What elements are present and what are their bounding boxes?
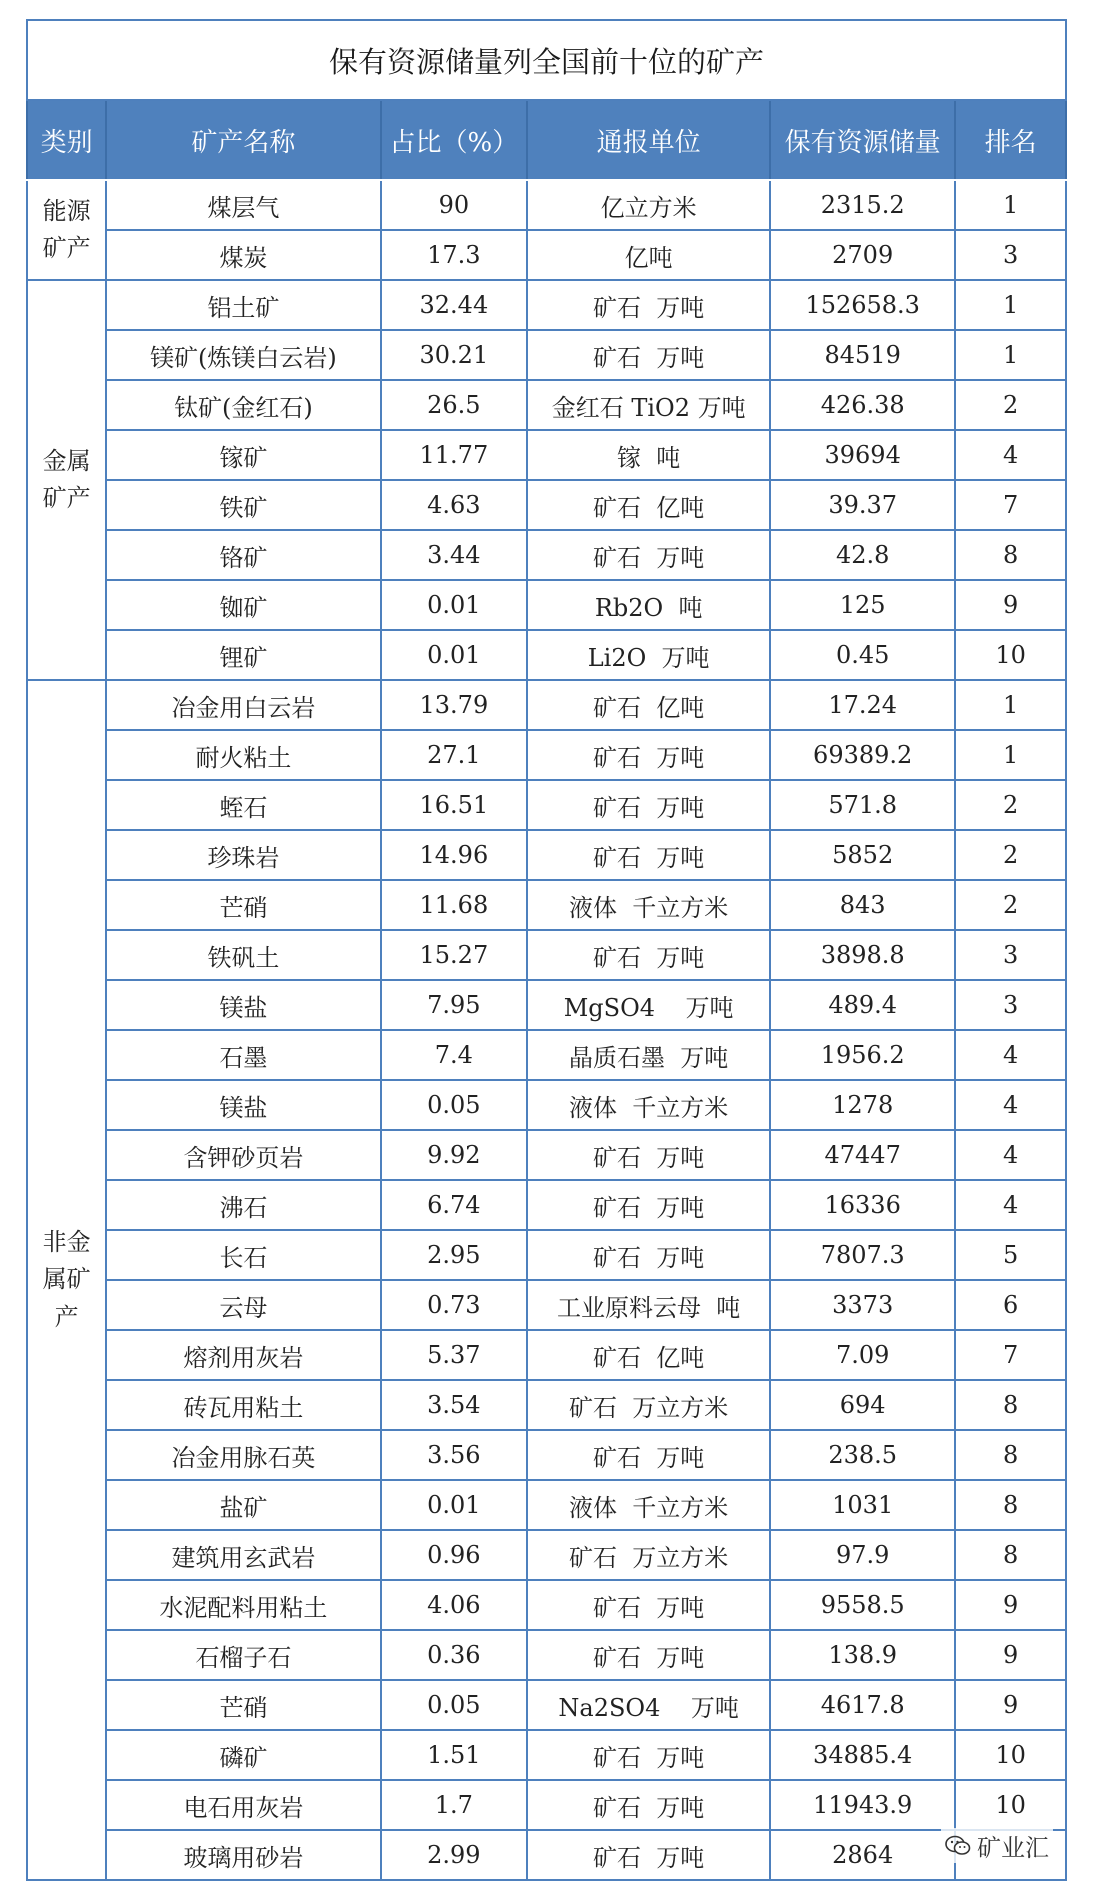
mineral-name-cell: 镁矿(炼镁白云岩) (106, 330, 380, 380)
unit-cell: 矿石 万吨 (527, 1130, 770, 1180)
reserves-cell: 16336 (770, 1180, 955, 1230)
reserves-cell: 2864 (770, 1830, 955, 1880)
mineral-name-cell: 云母 (106, 1280, 380, 1330)
reserves-cell: 1031 (770, 1480, 955, 1530)
rank-cell: 8 (955, 1430, 1066, 1480)
table-row (27, 630, 1066, 680)
header-share: 占比（%） (381, 100, 528, 180)
unit-cell: 液体 千立方米 (527, 1480, 770, 1530)
reserves-cell: 9558.5 (770, 1580, 955, 1630)
mineral-name-cell: 石榴子石 (106, 1630, 380, 1680)
header-category: 类别 (27, 100, 106, 180)
reserves-cell: 571.8 (770, 780, 955, 830)
wechat-icon (945, 1835, 971, 1857)
share-cell: 17.3 (381, 230, 528, 280)
mineral-name-cell: 冶金用脉石英 (106, 1430, 380, 1480)
rank-cell: 10 (955, 630, 1066, 680)
table-row (27, 1630, 1066, 1680)
unit-cell: 矿石 万吨 (527, 1730, 770, 1780)
rank-cell: 2 (955, 880, 1066, 930)
table-row (27, 1530, 1066, 1580)
mineral-name-cell: 铁矾土 (106, 930, 380, 980)
share-cell: 2.99 (381, 1830, 528, 1880)
mineral-name-cell: 含钾砂页岩 (106, 1130, 380, 1180)
table-row (27, 1680, 1066, 1730)
table-row (27, 530, 1066, 580)
title-row (27, 20, 1066, 100)
table-row (27, 1430, 1066, 1480)
mineral-name-cell: 铝土矿 (106, 280, 380, 330)
table-row (27, 1230, 1066, 1280)
rank-cell: 1 (955, 180, 1066, 230)
table-row (27, 880, 1066, 930)
rank-cell: 4 (955, 1130, 1066, 1180)
share-cell: 5.37 (381, 1330, 528, 1380)
unit-cell: Rb2O 吨 (527, 580, 770, 630)
unit-cell: 矿石 万吨 (527, 730, 770, 780)
unit-cell: 矿石 万吨 (527, 1630, 770, 1680)
rank-cell: 1 (955, 280, 1066, 330)
table-row (27, 380, 1066, 430)
reserves-cell: 2315.2 (770, 180, 955, 230)
reserves-cell: 3373 (770, 1280, 955, 1330)
table-row (27, 930, 1066, 980)
share-cell: 0.01 (381, 580, 528, 630)
reserves-cell: 843 (770, 880, 955, 930)
share-cell: 11.68 (381, 880, 528, 930)
share-cell: 0.01 (381, 1480, 528, 1530)
mineral-name-cell: 钛矿(金红石) (106, 380, 380, 430)
unit-cell: 镓 吨 (527, 430, 770, 480)
unit-cell: 矿石 万吨 (527, 830, 770, 880)
unit-cell: 液体 千立方米 (527, 880, 770, 930)
rank-cell: 9 (955, 1680, 1066, 1730)
mineral-name-cell: 盐矿 (106, 1480, 380, 1530)
unit-cell: Na2SO4 万吨 (527, 1680, 770, 1730)
table-row (27, 680, 1066, 730)
rank-cell: 6 (955, 1280, 1066, 1330)
rank-cell: 5 (955, 1230, 1066, 1280)
rank-cell: 3 (955, 980, 1066, 1030)
reserves-cell: 426.38 (770, 380, 955, 430)
table-row (27, 1580, 1066, 1630)
rank-cell: 4 (955, 1180, 1066, 1230)
table-row (27, 180, 1066, 230)
unit-cell: 矿石 万吨 (527, 1830, 770, 1880)
share-cell: 4.63 (381, 480, 528, 530)
mineral-name-cell: 磷矿 (106, 1730, 380, 1780)
unit-cell: Li2O 万吨 (527, 630, 770, 680)
share-cell: 27.1 (381, 730, 528, 780)
share-cell: 7.4 (381, 1030, 528, 1080)
mineral-name-cell: 镓矿 (106, 430, 380, 480)
table-row (27, 1130, 1066, 1180)
reserves-cell: 7.09 (770, 1330, 955, 1380)
table-row (27, 1830, 1066, 1880)
rank-cell: 9 (955, 1580, 1066, 1630)
unit-cell: 矿石 万立方米 (527, 1530, 770, 1580)
header-mineral-name: 矿产名称 (106, 100, 380, 180)
table-row (27, 280, 1066, 330)
share-cell: 90 (381, 180, 528, 230)
unit-cell: 矿石 亿吨 (527, 1330, 770, 1380)
watermark (941, 1828, 1053, 1863)
share-cell: 0.36 (381, 1630, 528, 1680)
table-row (27, 480, 1066, 530)
table-row (27, 1030, 1066, 1080)
rank-cell: 9 (955, 1630, 1066, 1680)
header-rank: 排名 (955, 100, 1066, 180)
unit-cell: 亿吨 (527, 230, 770, 280)
rank-cell: 3 (955, 930, 1066, 980)
mineral-name-cell: 锂矿 (106, 630, 380, 680)
reserves-cell: 694 (770, 1380, 955, 1430)
mineral-name-cell: 煤层气 (106, 180, 380, 230)
share-cell: 0.73 (381, 1280, 528, 1330)
mineral-name-cell: 冶金用白云岩 (106, 680, 380, 730)
category-cell: 金属 矿产 (27, 280, 106, 680)
share-cell: 13.79 (381, 680, 528, 730)
rank-cell: 10 (955, 1780, 1066, 1830)
mineral-name-cell: 砖瓦用粘土 (106, 1380, 380, 1430)
mineral-name-cell: 耐火粘土 (106, 730, 380, 780)
unit-cell: 矿石 万吨 (527, 1180, 770, 1230)
table-row (27, 1480, 1066, 1530)
table-row (27, 780, 1066, 830)
share-cell: 0.05 (381, 1680, 528, 1730)
table-row (27, 330, 1066, 380)
rank-cell: 1 (955, 680, 1066, 730)
mineral-name-cell: 镁盐 (106, 1080, 380, 1130)
reserves-cell: 0.45 (770, 630, 955, 680)
reserves-cell: 2709 (770, 230, 955, 280)
unit-cell: 矿石 万吨 (527, 280, 770, 330)
unit-cell: 矿石 万吨 (527, 1230, 770, 1280)
mineral-name-cell: 珍珠岩 (106, 830, 380, 880)
minerals-table (26, 19, 1067, 1881)
reserves-cell: 42.8 (770, 530, 955, 580)
reserves-cell: 152658.3 (770, 280, 955, 330)
reserves-cell: 39.37 (770, 480, 955, 530)
table-row (27, 830, 1066, 880)
mineral-name-cell: 煤炭 (106, 230, 380, 280)
rank-cell: 3 (955, 230, 1066, 280)
share-cell: 3.56 (381, 1430, 528, 1480)
table-title: 保有资源储量列全国前十位的矿产 (27, 20, 1066, 100)
unit-cell: 矿石 万吨 (527, 780, 770, 830)
unit-cell: MgSO4 万吨 (527, 980, 770, 1030)
mineral-name-cell: 沸石 (106, 1180, 380, 1230)
header-row (27, 100, 1066, 180)
unit-cell: 矿石 万吨 (527, 530, 770, 580)
unit-cell: 矿石 万吨 (527, 330, 770, 380)
reserves-cell: 1278 (770, 1080, 955, 1130)
unit-cell: 亿立方米 (527, 180, 770, 230)
table-row (27, 230, 1066, 280)
reserves-cell: 4617.8 (770, 1680, 955, 1730)
share-cell: 30.21 (381, 330, 528, 380)
rank-cell: 7 (955, 480, 1066, 530)
mineral-name-cell: 建筑用玄武岩 (106, 1530, 380, 1580)
reserves-cell: 138.9 (770, 1630, 955, 1680)
header-unit: 通报单位 (527, 100, 770, 180)
rank-cell: 2 (955, 830, 1066, 880)
mineral-name-cell: 石墨 (106, 1030, 380, 1080)
reserves-cell: 5852 (770, 830, 955, 880)
reserves-cell: 97.9 (770, 1530, 955, 1580)
unit-cell: 液体 千立方米 (527, 1080, 770, 1130)
table-body (27, 180, 1066, 1880)
table-row (27, 1180, 1066, 1230)
mineral-name-cell: 镁盐 (106, 980, 380, 1030)
mineral-name-cell: 熔剂用灰岩 (106, 1330, 380, 1380)
reserves-cell: 489.4 (770, 980, 955, 1030)
mineral-name-cell: 芒硝 (106, 880, 380, 930)
reserves-cell: 69389.2 (770, 730, 955, 780)
mineral-name-cell: 铁矿 (106, 480, 380, 530)
category-cell: 非金 属矿 产 (27, 680, 106, 1880)
reserves-cell: 7807.3 (770, 1230, 955, 1280)
mineral-name-cell: 长石 (106, 1230, 380, 1280)
table-container (26, 19, 1067, 1881)
reserves-cell: 238.5 (770, 1430, 955, 1480)
rank-cell: 8 (955, 1480, 1066, 1530)
share-cell: 1.7 (381, 1780, 528, 1830)
table-row (27, 1780, 1066, 1830)
reserves-cell: 11943.9 (770, 1780, 955, 1830)
reserves-cell: 39694 (770, 430, 955, 480)
table-row (27, 1380, 1066, 1430)
reserves-cell: 47447 (770, 1130, 955, 1180)
unit-cell: 晶质石墨 万吨 (527, 1030, 770, 1080)
unit-cell: 工业原料云母 吨 (527, 1280, 770, 1330)
rank-cell: 2 (955, 780, 1066, 830)
reserves-cell: 84519 (770, 330, 955, 380)
reserves-cell: 125 (770, 580, 955, 630)
reserves-cell: 17.24 (770, 680, 955, 730)
rank-cell: 4 (955, 1080, 1066, 1130)
mineral-name-cell: 蛭石 (106, 780, 380, 830)
share-cell: 32.44 (381, 280, 528, 330)
reserves-cell: 34885.4 (770, 1730, 955, 1780)
share-cell: 26.5 (381, 380, 528, 430)
share-cell: 1.51 (381, 1730, 528, 1780)
mineral-name-cell: 铷矿 (106, 580, 380, 630)
unit-cell: 矿石 亿吨 (527, 680, 770, 730)
watermark-text: 矿业汇 (977, 1834, 1049, 1862)
share-cell: 4.06 (381, 1580, 528, 1630)
share-cell: 0.05 (381, 1080, 528, 1130)
rank-cell: 8 (955, 530, 1066, 580)
rank-cell: 2 (955, 380, 1066, 430)
unit-cell: 矿石 万吨 (527, 1580, 770, 1630)
mineral-name-cell: 电石用灰岩 (106, 1780, 380, 1830)
table-row (27, 1080, 1066, 1130)
unit-cell: 金红石 TiO2 万吨 (527, 380, 770, 430)
share-cell: 3.44 (381, 530, 528, 580)
table-row (27, 430, 1066, 480)
share-cell: 11.77 (381, 430, 528, 480)
rank-cell: 7 (955, 1330, 1066, 1380)
table-row (27, 1730, 1066, 1780)
mineral-name-cell: 水泥配料用粘土 (106, 1580, 380, 1630)
unit-cell: 矿石 亿吨 (527, 480, 770, 530)
share-cell: 2.95 (381, 1230, 528, 1280)
rank-cell: 1 (955, 330, 1066, 380)
share-cell: 14.96 (381, 830, 528, 880)
rank-cell: 8 (955, 1380, 1066, 1430)
category-cell: 能源 矿产 (27, 180, 106, 280)
share-cell: 0.01 (381, 630, 528, 680)
rank-cell: 4 (955, 430, 1066, 480)
share-cell: 6.74 (381, 1180, 528, 1230)
table-row (27, 980, 1066, 1030)
unit-cell: 矿石 万立方米 (527, 1380, 770, 1430)
share-cell: 0.96 (381, 1530, 528, 1580)
header-reserves: 保有资源储量 (770, 100, 955, 180)
share-cell: 7.95 (381, 980, 528, 1030)
unit-cell: 矿石 万吨 (527, 1430, 770, 1480)
mineral-name-cell: 芒硝 (106, 1680, 380, 1730)
table-row (27, 580, 1066, 630)
share-cell: 3.54 (381, 1380, 528, 1430)
table-row (27, 1330, 1066, 1380)
reserves-cell: 3898.8 (770, 930, 955, 980)
unit-cell: 矿石 万吨 (527, 1780, 770, 1830)
share-cell: 9.92 (381, 1130, 528, 1180)
rank-cell: 1 (955, 730, 1066, 780)
rank-cell: 4 (955, 1030, 1066, 1080)
reserves-cell: 1956.2 (770, 1030, 955, 1080)
rank-cell: 8 (955, 1530, 1066, 1580)
rank-cell: 10 (955, 1730, 1066, 1780)
unit-cell: 矿石 万吨 (527, 930, 770, 980)
mineral-name-cell: 玻璃用砂岩 (106, 1830, 380, 1880)
share-cell: 16.51 (381, 780, 528, 830)
table-row (27, 730, 1066, 780)
table-row (27, 1280, 1066, 1330)
mineral-name-cell: 铬矿 (106, 530, 380, 580)
rank-cell: 9 (955, 580, 1066, 630)
share-cell: 15.27 (381, 930, 528, 980)
